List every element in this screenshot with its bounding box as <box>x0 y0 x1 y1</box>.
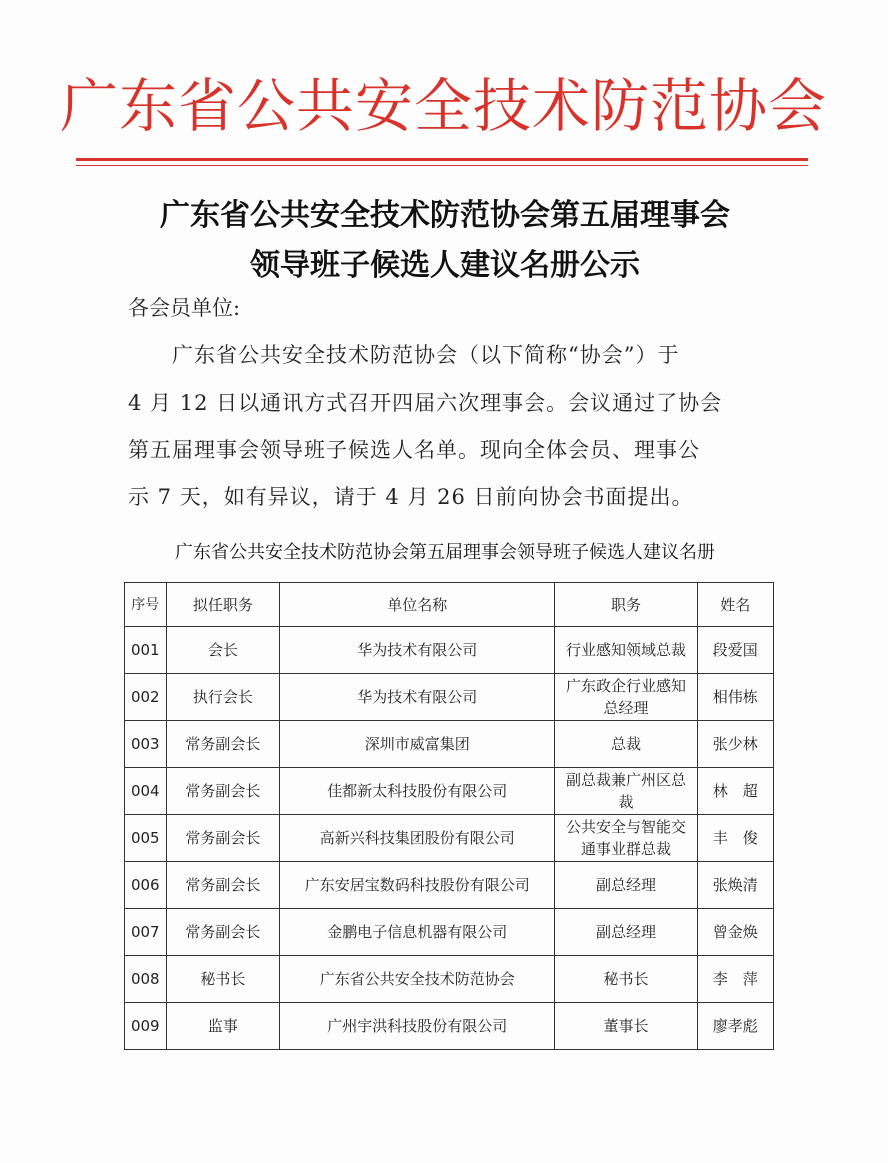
cell-unit: 佳都新太科技股份有限公司 <box>280 768 555 815</box>
header-name: 姓名 <box>697 583 774 627</box>
cell-no: 009 <box>125 1003 167 1050</box>
header-job: 职务 <box>555 583 697 627</box>
cell-no: 004 <box>125 768 167 815</box>
cell-unit: 广州宇洪科技股份有限公司 <box>280 1003 555 1050</box>
cell-no: 003 <box>125 721 167 768</box>
document-title-line1: 广东省公共安全技术防范协会第五届理事会 <box>160 198 730 233</box>
cell-job: 总裁 <box>555 721 697 768</box>
cell-unit: 金鹏电子信息机器有限公司 <box>280 909 555 956</box>
cell-position: 常务副会长 <box>166 862 280 909</box>
cell-unit: 广东省公共安全技术防范协会 <box>280 956 555 1003</box>
table-title: 广东省公共安全技术防范协会第五届理事会领导班子候选人建议名册 <box>175 542 715 563</box>
document-title-line2: 领导班子候选人建议名册公示 <box>250 248 640 283</box>
cell-unit: 华为技术有限公司 <box>280 627 555 674</box>
body-line-1: 广东省公共安全技术防范协会（以下简称“协会”）于 <box>172 343 680 367</box>
cell-name: 张少林 <box>697 721 774 768</box>
cell-job: 副总经理 <box>555 862 697 909</box>
cell-unit: 深圳市威富集团 <box>280 721 555 768</box>
cell-position: 执行会长 <box>166 674 280 721</box>
cell-unit: 高新兴科技集团股份有限公司 <box>280 815 555 862</box>
cell-position: 常务副会长 <box>166 909 280 956</box>
body-line-2: 4 月 12 日以通讯方式召开四届六次理事会。会议通过了协会 <box>128 391 723 415</box>
cell-no: 008 <box>125 956 167 1003</box>
cell-name: 林 超 <box>697 768 774 815</box>
table-row <box>125 674 774 721</box>
cell-name: 张焕清 <box>697 862 774 909</box>
cell-job: 行业感知领域总裁 <box>555 627 697 674</box>
table-row <box>125 815 774 862</box>
cell-no: 007 <box>125 909 167 956</box>
cell-no: 005 <box>125 815 167 862</box>
letterhead-rule-thick <box>76 158 808 161</box>
table-row <box>125 909 774 956</box>
table-row <box>125 768 774 815</box>
table-header-row <box>125 583 774 627</box>
cell-no: 001 <box>125 627 167 674</box>
cell-name: 李 萍 <box>697 956 774 1003</box>
cell-position: 秘书长 <box>166 956 280 1003</box>
cell-position: 监事 <box>166 1003 280 1050</box>
table-row <box>125 1003 774 1050</box>
cell-no: 002 <box>125 674 167 721</box>
body-line-4: 示 7 天，如有异议，请于 4 月 26 日前向协会书面提出。 <box>128 485 694 509</box>
letterhead-org-name: 广东省公共安全技术防范协会 <box>60 72 828 140</box>
table-row <box>125 627 774 674</box>
table-row <box>125 862 774 909</box>
cell-position: 常务副会长 <box>166 721 280 768</box>
cell-job: 公共安全与智能交通事业群总裁 <box>555 815 697 862</box>
table-row <box>125 956 774 1003</box>
cell-no: 006 <box>125 862 167 909</box>
header-position: 拟任职务 <box>166 583 280 627</box>
cell-position: 常务副会长 <box>166 768 280 815</box>
header-unit: 单位名称 <box>280 583 555 627</box>
cell-job: 秘书长 <box>555 956 697 1003</box>
cell-name: 廖孝彪 <box>697 1003 774 1050</box>
letterhead-rule-thin <box>76 165 808 166</box>
cell-name: 相伟栋 <box>697 674 774 721</box>
cell-job: 董事长 <box>555 1003 697 1050</box>
cell-position: 常务副会长 <box>166 815 280 862</box>
cell-position: 会长 <box>166 627 280 674</box>
cell-name: 曾金焕 <box>697 909 774 956</box>
body-line-3: 第五届理事会领导班子候选人名单。现向全体会员、理事公 <box>128 438 700 462</box>
candidate-table <box>124 582 774 1050</box>
cell-name: 段爱国 <box>697 627 774 674</box>
cell-job: 副总经理 <box>555 909 697 956</box>
table-row <box>125 721 774 768</box>
cell-job: 广东政企行业感知总经理 <box>555 674 697 721</box>
cell-unit: 广东安居宝数码科技股份有限公司 <box>280 862 555 909</box>
cell-unit: 华为技术有限公司 <box>280 674 555 721</box>
header-no: 序号 <box>125 583 167 627</box>
cell-name: 丰 俊 <box>697 815 774 862</box>
greeting: 各会员单位: <box>128 296 241 320</box>
cell-job: 副总裁兼广州区总裁 <box>555 768 697 815</box>
